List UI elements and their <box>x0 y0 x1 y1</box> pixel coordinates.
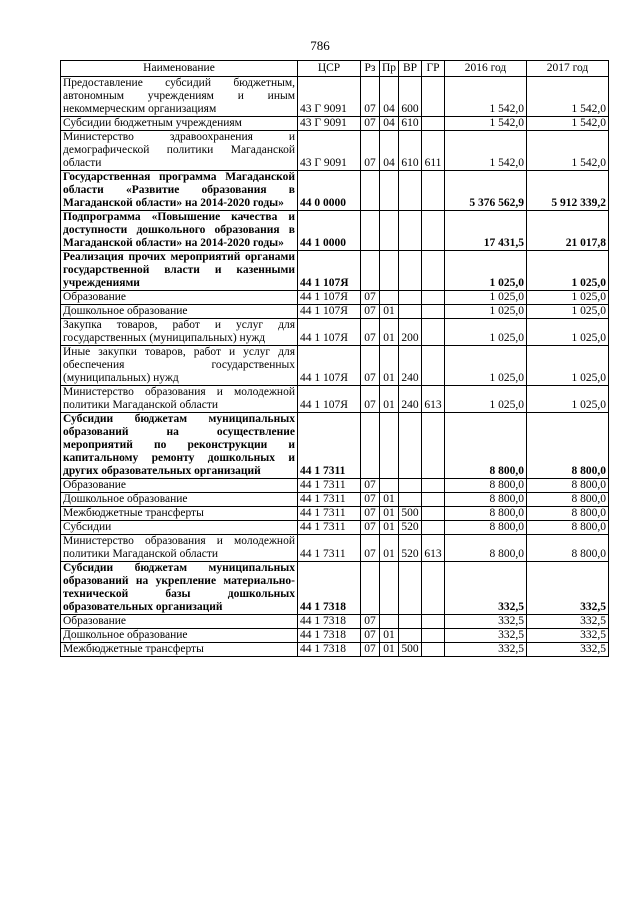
cell-rz <box>361 171 380 211</box>
cell-2016: 332,5 <box>445 643 527 657</box>
header-vr: ВР <box>399 61 422 77</box>
cell-csr: 44 1 7311 <box>298 493 361 507</box>
page-number: 786 <box>310 38 330 53</box>
cell-name: Иные закупки товаров, работ и услуг для обеспечения государственных (муниципальных) нужд <box>61 346 298 386</box>
cell-rz <box>361 562 380 615</box>
cell-name: Министерство здравоохранения и демографической политики Магаданской области <box>61 131 298 171</box>
cell-2017: 1 542,0 <box>527 131 609 171</box>
cell-2016: 332,5 <box>445 629 527 643</box>
cell-2016: 8 800,0 <box>445 493 527 507</box>
cell-csr: 44 1 7311 <box>298 535 361 562</box>
cell-gr <box>422 291 445 305</box>
cell-2017: 1 025,0 <box>527 305 609 319</box>
cell-pr <box>380 291 399 305</box>
cell-pr: 01 <box>380 643 399 657</box>
cell-rz <box>361 251 380 291</box>
table-row <box>61 251 609 291</box>
header-2017: 2017 год <box>527 61 609 77</box>
table-row <box>61 493 609 507</box>
cell-2017: 5 912 339,2 <box>527 171 609 211</box>
header-2016: 2016 год <box>445 61 527 77</box>
cell-vr: 500 <box>399 507 422 521</box>
cell-2017: 332,5 <box>527 643 609 657</box>
table-row <box>61 562 609 615</box>
cell-2016: 1 025,0 <box>445 346 527 386</box>
cell-2017: 8 800,0 <box>527 493 609 507</box>
cell-2016: 332,5 <box>445 562 527 615</box>
cell-name: Дошкольное образование <box>61 493 298 507</box>
cell-name: Субсидии бюджетам муниципальных образований на укрепление материально-технической базы дошкольных образовательных организаций <box>61 562 298 615</box>
cell-csr: 44 1 7318 <box>298 615 361 629</box>
cell-pr: 01 <box>380 629 399 643</box>
cell-name: Образование <box>61 615 298 629</box>
cell-vr: 500 <box>399 643 422 657</box>
cell-csr: 43 Г 9091 <box>298 117 361 131</box>
cell-rz: 07 <box>361 479 380 493</box>
cell-gr <box>422 629 445 643</box>
cell-2017: 8 800,0 <box>527 507 609 521</box>
cell-csr: 44 1 0000 <box>298 211 361 251</box>
cell-gr <box>422 319 445 346</box>
cell-rz: 07 <box>361 493 380 507</box>
cell-rz: 07 <box>361 615 380 629</box>
cell-csr: 44 1 7318 <box>298 629 361 643</box>
cell-name: Межбюджетные трансферты <box>61 507 298 521</box>
cell-csr: 44 0 0000 <box>298 171 361 211</box>
cell-pr: 01 <box>380 319 399 346</box>
cell-rz: 07 <box>361 291 380 305</box>
cell-2017: 1 025,0 <box>527 319 609 346</box>
cell-2016: 5 376 562,9 <box>445 171 527 211</box>
cell-gr <box>422 479 445 493</box>
cell-2016: 1 025,0 <box>445 291 527 305</box>
cell-pr: 01 <box>380 493 399 507</box>
cell-pr <box>380 562 399 615</box>
cell-2017: 1 025,0 <box>527 386 609 413</box>
cell-gr: 613 <box>422 386 445 413</box>
cell-vr: 240 <box>399 346 422 386</box>
cell-2016: 1 025,0 <box>445 305 527 319</box>
cell-name: Министерство образования и молодежной политики Магаданской области <box>61 535 298 562</box>
cell-rz: 07 <box>361 629 380 643</box>
cell-2016: 8 800,0 <box>445 479 527 493</box>
cell-gr <box>422 251 445 291</box>
cell-vr: 520 <box>399 535 422 562</box>
cell-gr: 613 <box>422 535 445 562</box>
cell-name: Субсидии <box>61 521 298 535</box>
cell-pr: 01 <box>380 507 399 521</box>
cell-csr: 44 1 7318 <box>298 643 361 657</box>
cell-pr: 01 <box>380 346 399 386</box>
cell-csr: 44 1 7311 <box>298 521 361 535</box>
cell-vr <box>399 413 422 479</box>
cell-2016: 8 800,0 <box>445 413 527 479</box>
cell-vr <box>399 615 422 629</box>
table-row <box>61 386 609 413</box>
cell-vr: 520 <box>399 521 422 535</box>
cell-gr <box>422 77 445 117</box>
cell-2017: 8 800,0 <box>527 413 609 479</box>
cell-gr <box>422 507 445 521</box>
table-row <box>61 319 609 346</box>
cell-gr <box>422 171 445 211</box>
cell-pr: 01 <box>380 521 399 535</box>
cell-rz: 07 <box>361 535 380 562</box>
cell-2017: 8 800,0 <box>527 479 609 493</box>
cell-name: Министерство образования и молодежной политики Магаданской области <box>61 386 298 413</box>
table-row <box>61 171 609 211</box>
cell-2017: 332,5 <box>527 615 609 629</box>
cell-pr <box>380 211 399 251</box>
cell-pr: 01 <box>380 386 399 413</box>
cell-name: Подпрограмма «Повышение качества и доступности дошкольного образования в Магаданской области» на 2014-2020 годы» <box>61 211 298 251</box>
table-row <box>61 305 609 319</box>
cell-gr <box>422 643 445 657</box>
table-row <box>61 507 609 521</box>
cell-2016: 8 800,0 <box>445 521 527 535</box>
cell-name: Предоставление субсидий бюджетным, автономным учреждениям и иным некоммерческим организациям <box>61 77 298 117</box>
cell-csr: 44 1 7318 <box>298 562 361 615</box>
cell-vr: 200 <box>399 319 422 346</box>
cell-vr: 600 <box>399 77 422 117</box>
cell-name: Субсидии бюджетам муниципальных образований на осуществление мероприятий по реконструкции и капитальному ремонту дошкольных и других образовательных организаций <box>61 413 298 479</box>
cell-gr: 611 <box>422 131 445 171</box>
cell-name: Дошкольное образование <box>61 305 298 319</box>
cell-rz: 07 <box>361 77 380 117</box>
cell-pr: 01 <box>380 305 399 319</box>
table-row <box>61 615 609 629</box>
header-rz: Рз <box>361 61 380 77</box>
cell-vr <box>399 479 422 493</box>
header-pr: Пр <box>380 61 399 77</box>
cell-csr: 44 1 107Я <box>298 291 361 305</box>
cell-2016: 8 800,0 <box>445 535 527 562</box>
cell-vr <box>399 211 422 251</box>
cell-vr: 610 <box>399 131 422 171</box>
cell-rz <box>361 413 380 479</box>
cell-pr <box>380 251 399 291</box>
table-row <box>61 479 609 493</box>
cell-rz: 07 <box>361 346 380 386</box>
cell-csr: 44 1 7311 <box>298 479 361 493</box>
cell-2017: 1 542,0 <box>527 117 609 131</box>
cell-name: Реализация прочих мероприятий органами государственной власти и казенными учреждениями <box>61 251 298 291</box>
cell-vr: 610 <box>399 117 422 131</box>
cell-rz: 07 <box>361 117 380 131</box>
cell-rz: 07 <box>361 643 380 657</box>
cell-pr: 04 <box>380 77 399 117</box>
cell-csr: 43 Г 9091 <box>298 131 361 171</box>
cell-rz: 07 <box>361 131 380 171</box>
cell-name: Межбюджетные трансферты <box>61 643 298 657</box>
cell-2016: 1 542,0 <box>445 77 527 117</box>
table-row <box>61 629 609 643</box>
cell-gr <box>422 413 445 479</box>
cell-name: Дошкольное образование <box>61 629 298 643</box>
cell-vr <box>399 493 422 507</box>
cell-rz: 07 <box>361 521 380 535</box>
cell-pr <box>380 413 399 479</box>
cell-2017: 1 025,0 <box>527 346 609 386</box>
cell-2016: 1 025,0 <box>445 319 527 346</box>
cell-rz: 07 <box>361 507 380 521</box>
cell-2016: 17 431,5 <box>445 211 527 251</box>
cell-vr <box>399 171 422 211</box>
table-row <box>61 521 609 535</box>
cell-csr: 44 1 107Я <box>298 251 361 291</box>
cell-2016: 332,5 <box>445 615 527 629</box>
cell-2017: 332,5 <box>527 629 609 643</box>
cell-gr <box>422 346 445 386</box>
cell-pr <box>380 615 399 629</box>
header-gr: ГР <box>422 61 445 77</box>
cell-vr <box>399 251 422 291</box>
cell-vr <box>399 629 422 643</box>
cell-csr: 44 1 7311 <box>298 413 361 479</box>
cell-2017: 1 025,0 <box>527 251 609 291</box>
cell-name: Образование <box>61 291 298 305</box>
cell-csr: 44 1 107Я <box>298 305 361 319</box>
cell-pr <box>380 171 399 211</box>
cell-2016: 1 025,0 <box>445 386 527 413</box>
header-name: Наименование <box>61 61 298 77</box>
cell-2016: 1 025,0 <box>445 251 527 291</box>
cell-pr <box>380 479 399 493</box>
cell-pr: 04 <box>380 117 399 131</box>
cell-gr <box>422 562 445 615</box>
table-row <box>61 131 609 171</box>
cell-pr: 04 <box>380 131 399 171</box>
cell-name: Образование <box>61 479 298 493</box>
table-row <box>61 535 609 562</box>
table-row <box>61 291 609 305</box>
cell-2016: 1 542,0 <box>445 131 527 171</box>
cell-name: Государственная программа Магаданской области «Развитие образования в Магаданской области» на 2014-2020 годы» <box>61 171 298 211</box>
table-row <box>61 346 609 386</box>
cell-name: Субсидии бюджетным учреждениям <box>61 117 298 131</box>
cell-csr: 44 1 107Я <box>298 319 361 346</box>
cell-2017: 332,5 <box>527 562 609 615</box>
cell-vr <box>399 305 422 319</box>
cell-gr <box>422 493 445 507</box>
cell-gr <box>422 615 445 629</box>
cell-rz: 07 <box>361 386 380 413</box>
cell-2017: 1 542,0 <box>527 77 609 117</box>
cell-gr <box>422 117 445 131</box>
table-row <box>61 117 609 131</box>
table-header-row <box>61 61 609 77</box>
cell-2017: 1 025,0 <box>527 291 609 305</box>
cell-rz: 07 <box>361 305 380 319</box>
budget-table <box>60 60 609 657</box>
cell-2016: 8 800,0 <box>445 507 527 521</box>
table-row <box>61 211 609 251</box>
cell-rz: 07 <box>361 319 380 346</box>
cell-2017: 8 800,0 <box>527 521 609 535</box>
cell-gr <box>422 521 445 535</box>
cell-gr <box>422 211 445 251</box>
cell-csr: 44 1 107Я <box>298 346 361 386</box>
cell-2016: 1 542,0 <box>445 117 527 131</box>
cell-csr: 43 Г 9091 <box>298 77 361 117</box>
cell-vr <box>399 562 422 615</box>
table-row <box>61 643 609 657</box>
cell-rz <box>361 211 380 251</box>
cell-2017: 21 017,8 <box>527 211 609 251</box>
cell-vr: 240 <box>399 386 422 413</box>
table-row <box>61 77 609 117</box>
cell-2017: 8 800,0 <box>527 535 609 562</box>
header-csr: ЦСР <box>298 61 361 77</box>
cell-csr: 44 1 107Я <box>298 386 361 413</box>
table-row <box>61 413 609 479</box>
cell-gr <box>422 305 445 319</box>
cell-vr <box>399 291 422 305</box>
cell-name: Закупка товаров, работ и услуг для государственных (муниципальных) нужд <box>61 319 298 346</box>
cell-pr: 01 <box>380 535 399 562</box>
cell-csr: 44 1 7311 <box>298 507 361 521</box>
